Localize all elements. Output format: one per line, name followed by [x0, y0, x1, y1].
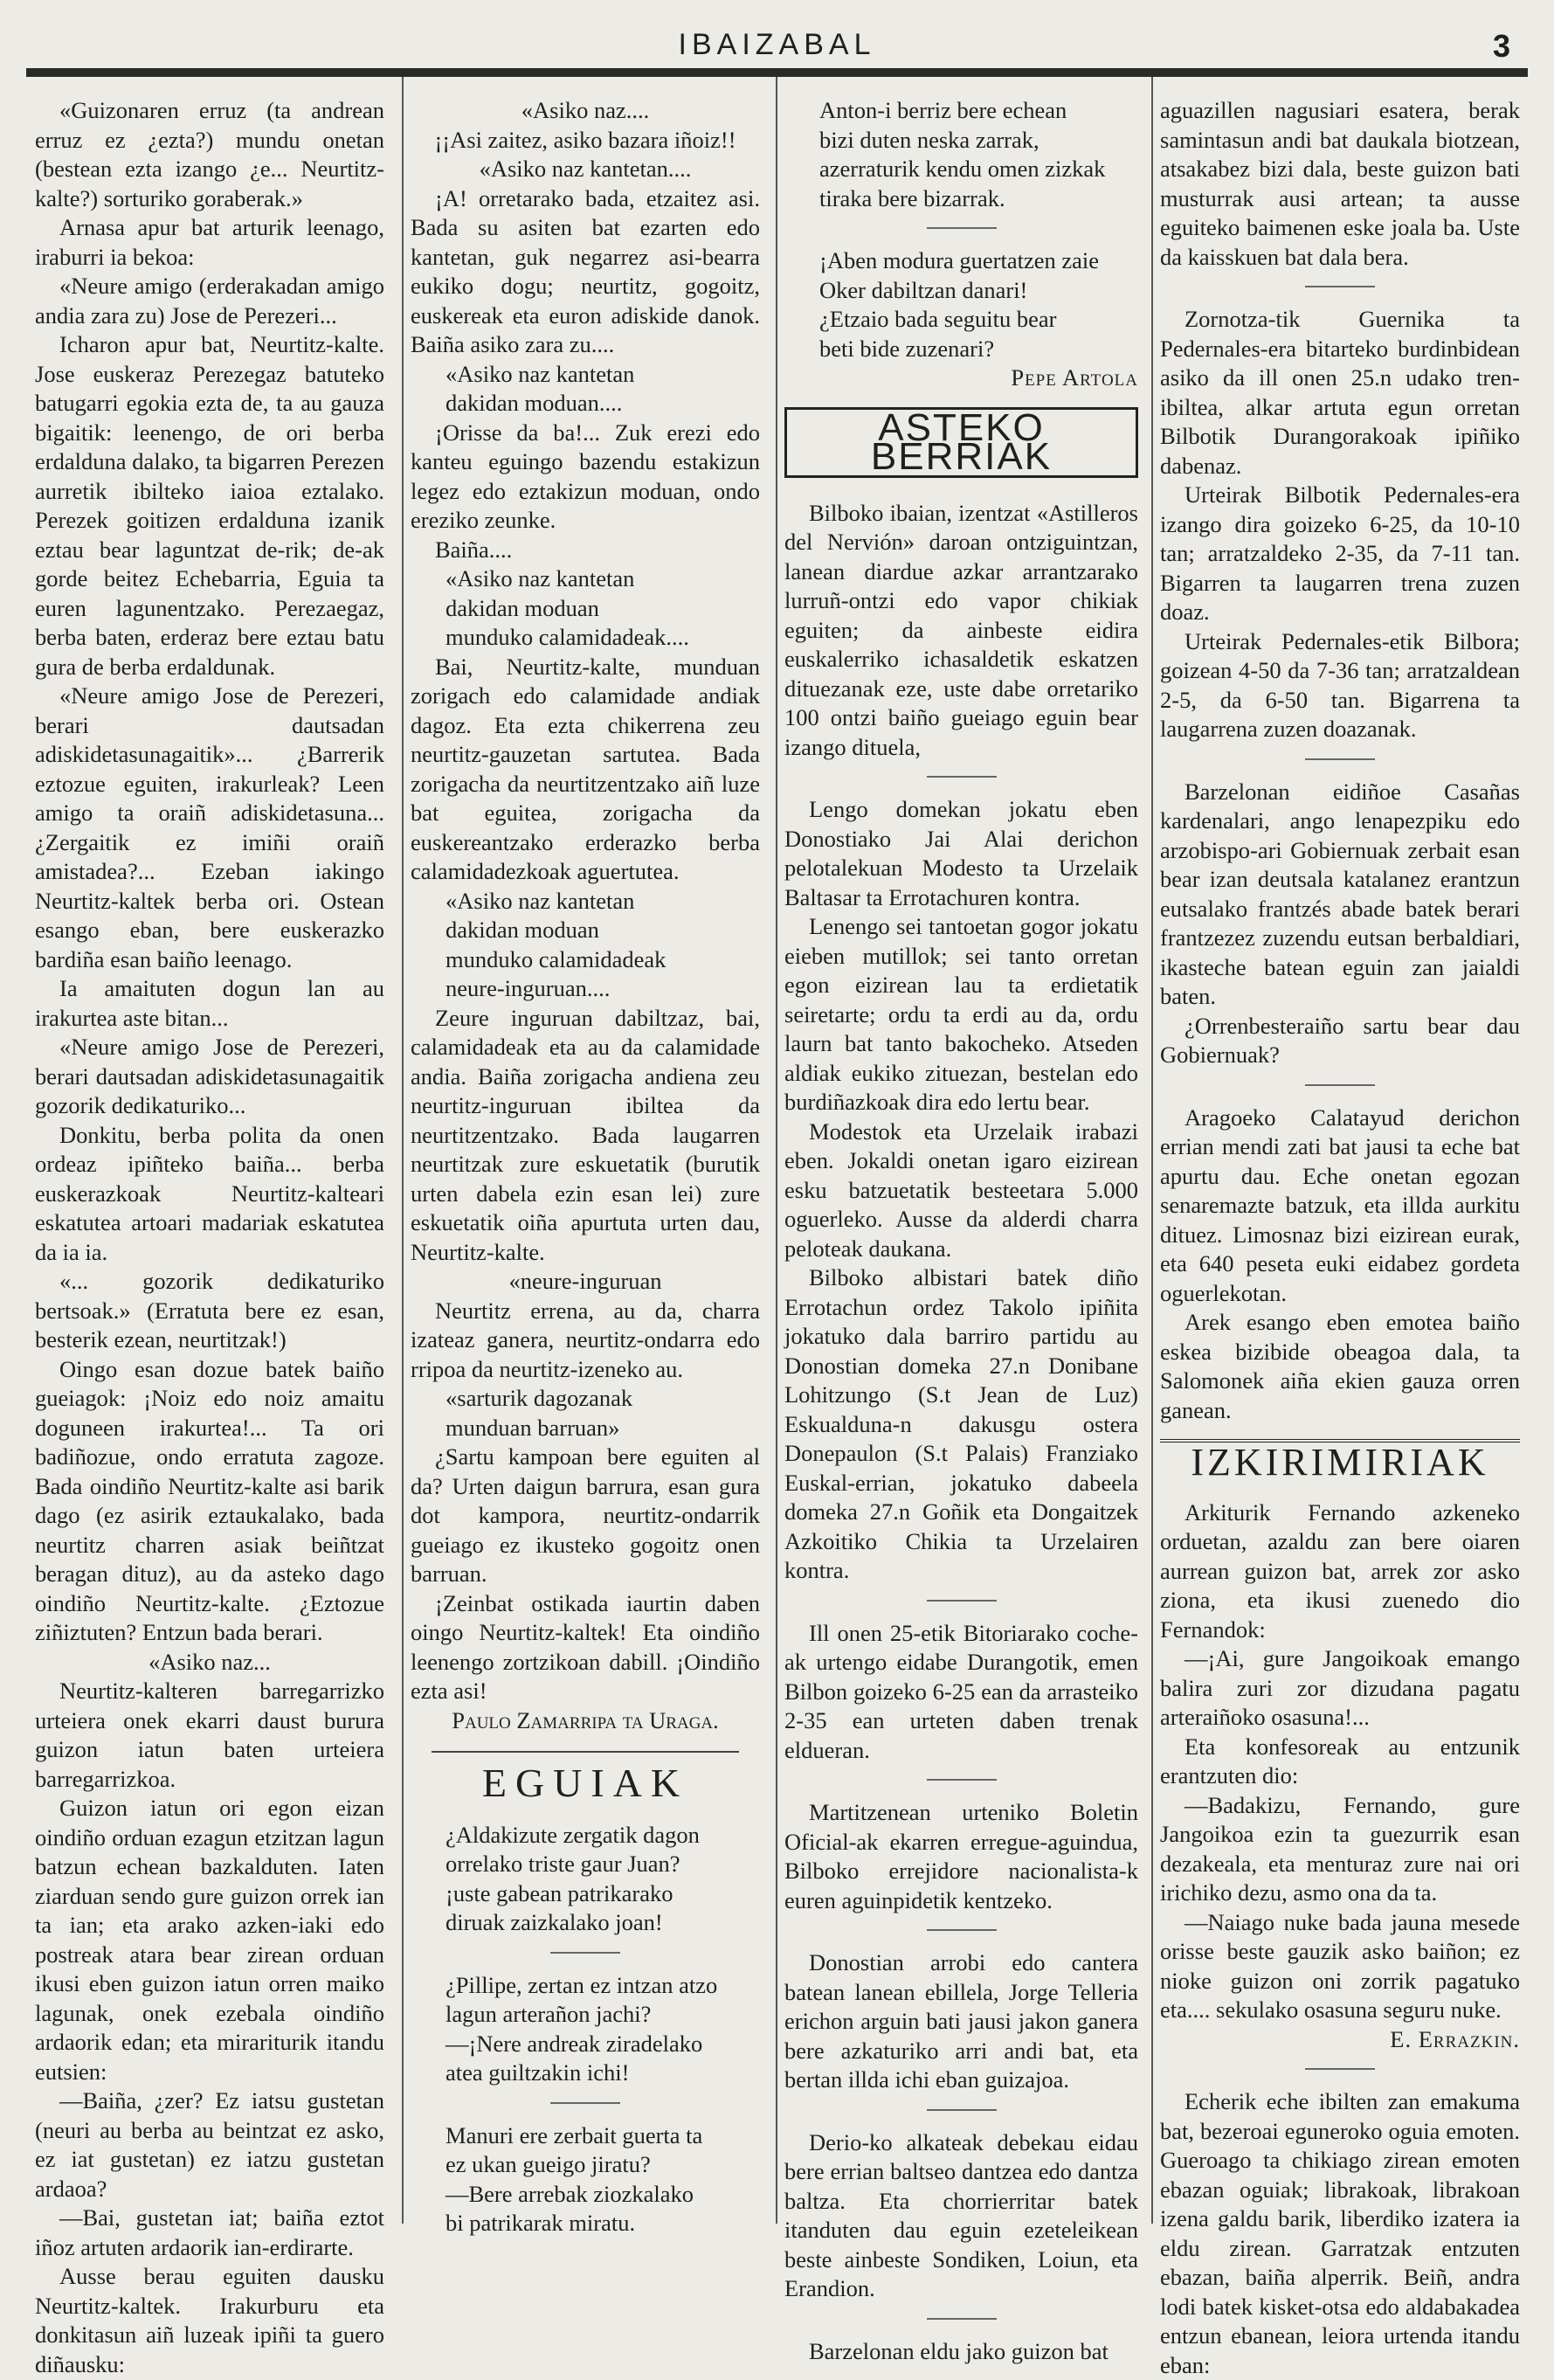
paragraph: Eta konfesoreak au entzunik erantzuten dio:	[1160, 1733, 1520, 1788]
author-signature: Paulo Zamarripa ta Uraga.	[452, 1706, 719, 1733]
verse-line: munduko calamidadeak....	[445, 624, 689, 650]
verse-line: munduko calamidadeak	[445, 945, 666, 972]
separator	[1305, 286, 1375, 287]
column-2	[411, 96, 760, 2241]
separator	[1305, 1084, 1375, 1086]
verse-line: dakidan moduan	[445, 917, 599, 943]
verse-line: orrelako triste gaur Juan?	[445, 1851, 680, 1877]
separator	[1305, 2068, 1375, 2070]
paragraph: Neurtitz errena, au da, charra izateaz ganera, neurtitz-ondarra edo rripoa da neurtitz-izeneko au.	[411, 1297, 760, 1382]
paragraph: Bai, Neurtitz-kalte, munduan zorigach edo calamidade andiak dagoz. Eta ezta chikerrena zeu neurtitz-gauzetan sartutea. Bada zorigacha da neurtitzentzako aiñ luze bat eguitea, zorigacha da euskereantzako erderazko berba calamidadezkoak aguertutea.	[411, 653, 760, 884]
paragraph: —Bai, gustetan iat; baiña eztot iñoz artuten ardaorik ian-erdirarte.	[35, 2204, 384, 2260]
paragraph: Arkiturik Fernando azkeneko orduetan, azaldu zan bere oiaren aurrean guizon bat, arrek zor asko ziona, eta ikusi zuenedo dio Fernandok:	[1160, 1498, 1520, 1643]
news-item: aguazillen nagusiari esatera, berak samintasun andi bat daukala biotzean, atsakabez bizi dala, beste guizon bati musturrak ausi artean; ta ausse eguiteko baimenen eske joala ba. Uste da kaisskuen bat dala bera.	[1160, 97, 1520, 270]
news-item: Donostian arrobi edo cantera batean lanean ebillela, Jorge Telleria erichon arguin bati jausi jakon ganera bere azkaturiko arri andi bat, eta bertan illda ichi eban guizajoa.	[784, 1949, 1138, 2093]
verse-line: «Asiko naz kantetan	[445, 887, 635, 914]
verse-line: neure-inguruan....	[445, 975, 611, 1001]
news-item: Modestok eta Urzelaik irabazi eben. Jokaldi onetan igaro eizirean esku batzuetatik besteetara 5.000 oguerleko. Ausse da alderdi charra peloteak daukana.	[784, 1117, 1138, 1262]
paragraph: Baiña....	[435, 536, 513, 563]
author-signature: Pepe Artola	[1011, 364, 1138, 391]
news-item: Arek esango eben emotea baiño eskea bizibide obeagoa dala, ta Salomonek aiña ekien gauza orren ganean.	[1160, 1309, 1520, 1423]
paragraph: Donkitu, berba polita da onen ordeaz ipiñteko baiña... berba euskerazkoak Neurtitz-kalteari eskatutea artoari madariak eskatutea da ia ia.	[35, 1121, 384, 1265]
verse-line: dakidan moduan....	[445, 390, 623, 416]
verse-line: azerraturik kendu omen zizkak	[819, 156, 1106, 182]
verse-line: ez ukan gueigo jiratu?	[445, 2151, 651, 2177]
paragraph: ¡Orisse da ba!... Zuk erezi edo kanteu eguingo bazendu estakizun legez edo eztakizun moduan, ondo ereziko zeunke.	[411, 419, 760, 533]
news-item: Lengo domekan jokatu eben Donostiako Jai Alai derichon pelotalekuan Modesto ta Urzelaik Baltasar ta Errotachuren kontra.	[784, 796, 1138, 910]
paragraph: Guizon iatun ori egon eizan oindiño orduan ezagun etzitzan lagun batzun echean bazkalduten. Iaten ziarduan sendo gure guizon orrek ian ta ian; eta arako azken-iaki edo postreak atara bear zirean orduan ikusi eben guizon iatun orren maiko lagunak, onek ezebala oindiño ardaorik edan; eta mirariturik itandu eutsien:	[35, 1795, 384, 2085]
paragraph: ¿Sartu kampoan bere eguiten al da? Urten daigun barrura, esan gura dot kampora, neurtitz-ondarrik gueiago ez ikusteko gogoitz onen barruan.	[411, 1443, 760, 1587]
news-item: Zornotza-tik Guernika ta Pedernales-era bitarteko burdinbidean asiko da ill onen 25.n udako tren-ibiltea, alkar artuta egun orretan Bilbotik Durangorakoak ipiñiko dabenaz.	[1160, 306, 1520, 479]
paragraph: —Baiña, ¿zer? Ez iatsu gustetan (neuri au berba au beintzat ez asko, ez iat gustetan) ez iatzu gustetan ardaoa?	[35, 2087, 384, 2202]
news-item: Urteirak Pedernales-etik Bilbora; goizean 4-50 da 7-36 tan; arratzaldean 2-5, da 6-50 tan. Bigarrena ta laugarrena zuzen doazanak.	[1160, 627, 1520, 742]
page-number: 3	[1492, 28, 1510, 64]
paragraph: «Neure amigo Jose de Perezeri, berari dautsadan adiskidetasunagaitik gozorik dedikaturiko...	[35, 1034, 384, 1118]
masthead-rule	[26, 68, 1528, 77]
news-item: Aragoeko Calatayud derichon errian mendi zati bat jausi ta eche bat apurtu dau. Eche onetan egozan senaremazte batzuk, eta illda aurkitu dituez. Limosnaz bizi eizirean eurak, eta 640 peseta euki eidabez gordeta oguerlekotan.	[1160, 1104, 1520, 1306]
separator	[550, 1952, 620, 1954]
verse-line: lagun arterañon jachi?	[445, 2001, 652, 2027]
verse-line: atea guiltzakin ichi!	[445, 2059, 630, 2086]
news-item: Ill onen 25-etik Bitoriarako coche-ak urtengo eidabe Durangotik, emen Bilbon goizeko 6-25 ean da arrasteiko 2-35 ean urteten daben trenak eldueran.	[784, 1619, 1138, 1763]
masthead	[26, 26, 1528, 64]
column-divider	[1151, 77, 1153, 2224]
quote-line: ¡¡Asi zaitez, asiko bazara iñoiz!!	[434, 126, 736, 153]
verse-line: —¡Nere andreak ziradelako	[445, 2030, 703, 2057]
column-divider	[776, 77, 777, 2224]
author-signature: E. Errazkin.	[1390, 2025, 1520, 2052]
column-4	[1160, 96, 1520, 2378]
quote-line: «Asiko naz....	[521, 97, 650, 123]
paragraph: Ia amaituten dogun lan au irakurtea aste bitan...	[35, 975, 384, 1031]
separator	[550, 2102, 620, 2104]
verse-line: beti bide zuzenari?	[819, 335, 995, 362]
paragraph: Arnasa apur bat arturik leenago, iraburri ia bekoa:	[35, 214, 384, 270]
verse-line: bizi duten neska zarrak,	[819, 126, 1039, 153]
paragraph: Echerik eche ibilten zan emakuma bat, bezeroai eguneroko oguia emoten. Gueroago ta chikiago zirean emoten ebazan oguiak; librakoak, librakoan izena galdu barik, liberdiko izatera ia eldu zirean. Garratzak entzuten ebazan, baiña alperrik. Beiñ, andra lodi batek kisket-otsa edo aldabakadea entzun ebanean, leiora urtenda itandu eban:	[1160, 2088, 1520, 2378]
verse-line: ¡Aben modura guertatzen zaie	[819, 247, 1100, 273]
verse-line: bi patrikarak miratu.	[445, 2210, 636, 2236]
verse-line: diruak zaizkalako joan!	[445, 1909, 663, 1935]
paragraph: Oingo esan dozue batek baiño gueiagok: ¡Noiz edo noiz amaitu doguneen irakurtea!... Ta ori badiñozue, ondo erratuta zagoze. Bada oindiño Neurtitz-kalte asi barik dago (ez asirik eztaukalako, bada neurtitz charren asiak beiñtzat beragan dituz), au da asteko dago oindiño Neurtitz-kalte. ¿Eztozue ziñiztuten? Entzun bada berari.	[35, 1355, 384, 1645]
verse-line: ¿Aldakizute zergatik dagon	[445, 1821, 700, 1848]
verse-line: «Asiko naz kantetan	[445, 565, 635, 592]
separator	[927, 1600, 997, 1602]
paragraph: Neurtitz-kalteren barregarrizko urteiera onek ekarri daust burura guizon iatun baten urteiera barregarrizkoa.	[35, 1678, 384, 1792]
section-heading: IZKIRIMIRIAK	[1160, 1439, 1520, 1477]
news-item: ¿Orrenbesteraiño sartu bear dau Gobiernuak?	[1160, 1012, 1520, 1068]
verse-line: ¡uste gabean patrikarako	[445, 1879, 673, 1906]
paragraph: «... gozorik dedikaturiko bertsoak.» (Erratuta bere ez esan, besterik ezean, neurtitzak!)	[35, 1268, 384, 1353]
paragraph: «Neure amigo Jose de Perezeri, berari dautsadan adiskidetasunagaitik»... ¿Barrerik eztozue eguiten, irakurleak? Leen amigo ta oraiñ adiskidetasuna... ¿Zergaitik ez imiñi oraiñ amistadea?... Ezeban iakingo Neurtitz-kaltek berba ori. Ostean esango eban, bere euskerazko bardiña esan baiño leenago.	[35, 682, 384, 972]
verse-line: ¿Pillipe, zertan ez intzan atzo	[445, 1971, 718, 1998]
verse-line: «sarturik dagozanak	[445, 1385, 633, 1411]
verse-line: Manuri ere zerbait guerta ta	[445, 2121, 703, 2148]
news-item: Barzelonan eidiñoe Casañas kardenalari, ango lenapezpiku edo arzobispo-ari Gobiernuak zerbait esan bear izan deutsala katalanez erantzun eutsalako frantzés abade batek berari frantzezez zuzendu eutsan berbaldiari, ikasteche batean eguin zan jaialdi baten.	[1160, 778, 1520, 1009]
separator	[927, 776, 997, 778]
paragraph: ¡A! orretarako bada, etzaitez asi. Bada su asiten bat ezarten edo kantetan, guk negarrez asi-bearra eukiko dogu; neurtitz, gogoitz, euskereak eta euron adiskide danok. Baiña asiko zara zu....	[411, 184, 760, 357]
verse-line: munduan barruan»	[445, 1414, 620, 1441]
news-item: Derio-ko alkateak debekau eidau bere errian baltseo dantzea edo dantza baltza. Eta chorrierritar batek itanduten dau eguin ezeteleikean beste ainbeste Sondiken, Loiun, eta Erandion.	[784, 2128, 1138, 2301]
paragraph: «Neure amigo (erderakadan amigo andia zara zu) Jose de Perezeri...	[35, 273, 384, 329]
paragraph: Zeure inguruan dabiltzaz, bai, calamidadeak eta au da calamidade andia. Baiña zorigacha andiena zeu neurtitz-inguruan ibiltea da neurtitzentzako. Bada laugarren neurtitzak zure eskuetatik (burutik urten dabela ezin esan lei) zure eskuetatik oiña apurtuta urten dau, Neurtitz-kalte.	[411, 1004, 760, 1265]
separator	[927, 2109, 997, 2111]
paragraph: ¡Zeinbat ostikada iaurtin daben oingo Neurtitz-kaltek! Eta oindiño leenengo zortzikoan dabill. ¡Oindiño ezta asi!	[411, 1589, 760, 1704]
paragraph: «Guizonaren erruz (ta andrean erruz ez ¿ezta?) mundu onetan (bestean ezta izango ¿e... Neurtitz-kalte?) sorturiko goraberak.»	[35, 97, 384, 211]
column-1	[35, 96, 384, 2377]
separator	[927, 1779, 997, 1781]
column-divider	[402, 77, 404, 2224]
masthead-title: IBAIZABAL	[678, 28, 876, 61]
verse-line: dakidan moduan	[445, 594, 599, 621]
quote-line: «Asiko naz...	[148, 1648, 271, 1675]
news-item: Urteirak Bilbotik Pedernales-era izango dira goizeko 6-25, da 10-10 tan; arratzaldeko 2-35, da 7-11 tan. Bigarren ta laugarren trena zuzen doaz.	[1160, 481, 1520, 625]
paragraph: Icharon apur bat, Neurtitz-kalte. Jose euskeraz Perezegaz batuteko batugarri egokia ezta de, ta au gauza bigaitik: leenengo, de ori berba erdalduna dalako, ta bigarren Perezen aurretik ibilteko iaioa eztalako. Perezek goitizen erdalduna izanik eztau bear laguntzat de-rik; de-ak gorde beitez Echebarria, Eguia ta euren lagunentzako. Perezaegaz, berba baten, erderaz bere eztau batu gura de berba erdaldunak.	[35, 331, 384, 680]
column-3	[784, 96, 1138, 2364]
quote-line: «neure-inguruan	[508, 1268, 662, 1294]
section-rule	[432, 1751, 739, 1753]
section-heading: ASTEKO BERRIAK	[784, 407, 1138, 478]
news-item: Bilboko ibaian, izentzat «Astilleros del Nervión» daroan ontziguintzan, lanean diardue azkar arrantzarako lurruñ-ontzi edo vapor chikiak eguiten; da ainbeste eidira euskalerriko ichasaldetik eskatzen dituezanak eze, uste dabe orretariko 100 ontzi baiño gueiago eguin bear izango dituela,	[784, 499, 1138, 760]
verse-line: —Bere arrebak ziozkalako	[445, 2180, 694, 2207]
news-item: Martitzenean urteniko Boletin Oficial-ak ekarren erregue-aguindua, Bilboko errejidore nacionalista-k euren aguinpidetik kentzeko.	[784, 1799, 1138, 1913]
verse-line: Oker dabiltzan danari!	[819, 276, 1028, 303]
news-item: Bilboko albistari batek diño Errotachun ordez Takolo ipiñita jokatuko dala barriro partidu au Donostian domeka 27.n Donibane Lohitzungo (S.t Jean de Luz) Eskualduna-n dakusgu ostera Donepaulon (S.t Palais) Franziako Euskal-errian, jokatuko dabeela domeka 27.n Goñik eta Dongaitzek Azkoitiko Chikia ta Urzelairen kontra.	[784, 1264, 1138, 1583]
section-heading: EGUIAK	[481, 1761, 689, 1805]
verse-line: ¿Etzaio bada seguitu bear	[819, 306, 1057, 332]
verse-line: «Asiko naz kantetan	[445, 360, 635, 387]
verse-line: tiraka bere bizarrak.	[819, 184, 1005, 211]
paragraph: Ausse berau eguiten dausku Neurtitz-kaltek. Irakurburu eta donkitasun aiñ luzeak ipiñi ta guero diñausku:	[35, 2263, 384, 2377]
verse-line: Anton-i berriz bere echean	[819, 97, 1067, 123]
paragraph: —¡Ai, gure Jangoikoak emango balira zuri zor dizudana pagatu arteraiñoko osasuna!...	[1160, 1645, 1520, 1730]
separator	[927, 227, 997, 229]
paragraph: —Naiago nuke bada jauna mesede orisse beste gauzik asko baiñon; ez nioke guizon oni zorrik pagatuko eta.... sekulako osasuna seguru nuke.	[1160, 1908, 1520, 2023]
separator	[1305, 758, 1375, 760]
separator	[927, 2318, 997, 2320]
quote-line: «Asiko naz kantetan....	[479, 156, 692, 182]
separator	[927, 1929, 997, 1931]
paragraph: —Badakizu, Fernando, gure Jangoikoa ezin ta guezurrik esan dezakeala, eta menturaz zure nai ori irichiko dezu, asmo ona da ta.	[1160, 1791, 1520, 1906]
news-item: Lenengo sei tantoetan gogor jokatu eieben mutillok; sei tanto orretan egon eizirean lau ta erdietatik seiretarte; ordu ta erdi au da, ordu laurn bat tanto bakocheko. Atseden aldiak eukiko zituezan, bestelan edo burdiñazkoak dira edo lertu bear.	[784, 913, 1138, 1115]
news-item: Barzelonan eldu jako guizon bat	[809, 2337, 1109, 2364]
